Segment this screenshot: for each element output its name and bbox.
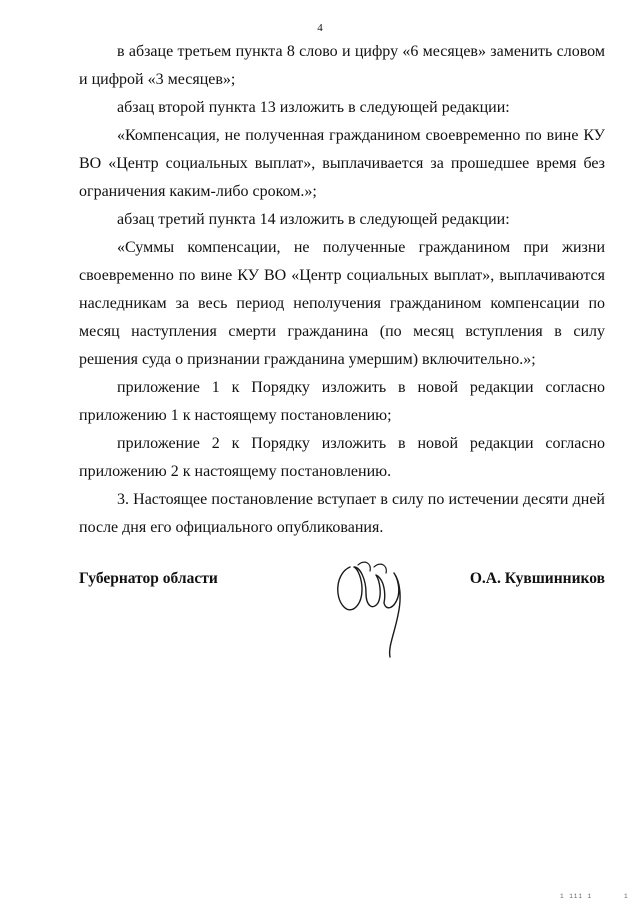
signatory-name: О.А. Кувшинников — [469, 570, 605, 587]
paragraph-8: 3. Настоящее постановление вступает в силу по истечении десяти дней после дня его официального опубликования. — [79, 491, 605, 536]
footer-mark: 1 — [624, 893, 628, 900]
paragraph-1: в абзаце третьем пункта 8 слово и цифру «6 месяцев» заменить словом и цифрой «3 месяцев»; — [79, 43, 605, 88]
paragraph-4: абзац третий пункта 14 изложить в следующей редакции: — [117, 211, 510, 228]
document-body — [79, 38, 605, 542]
paragraph-6: приложение 1 к Порядку изложить в новой редакции согласно приложению 1 к настоящему постановлению; — [79, 379, 605, 424]
footer-code: 1 111 1 — [560, 893, 593, 900]
handwritten-signature — [328, 545, 418, 660]
paragraph-2: абзац второй пункта 13 изложить в следующей редакции: — [117, 99, 510, 116]
paragraph-3: «Компенсация, не полученная гражданином своевременно по вине КУ ВО «Центр социальных выплат», выплачивается за прошедшее время без ограничения каким-либо сроком.»; — [79, 127, 605, 200]
page-number: 4 — [317, 22, 323, 34]
paragraph-5: «Суммы компенсации, не полученные гражданином при жизни своевременно по вине КУ ВО «Центр социальных выплат», выплачиваются наследникам за весь период неполучения гражданином компенсации по месяц наступления смерти гражданина (по месяц вступления в силу решения суда о признании гражданина умершим) включительно.»; — [79, 239, 605, 368]
paragraph-7: приложение 2 к Порядку изложить в новой редакции согласно приложению 2 к настоящему постановлению. — [79, 435, 605, 480]
signatory-title: Губернатор области — [79, 570, 218, 587]
